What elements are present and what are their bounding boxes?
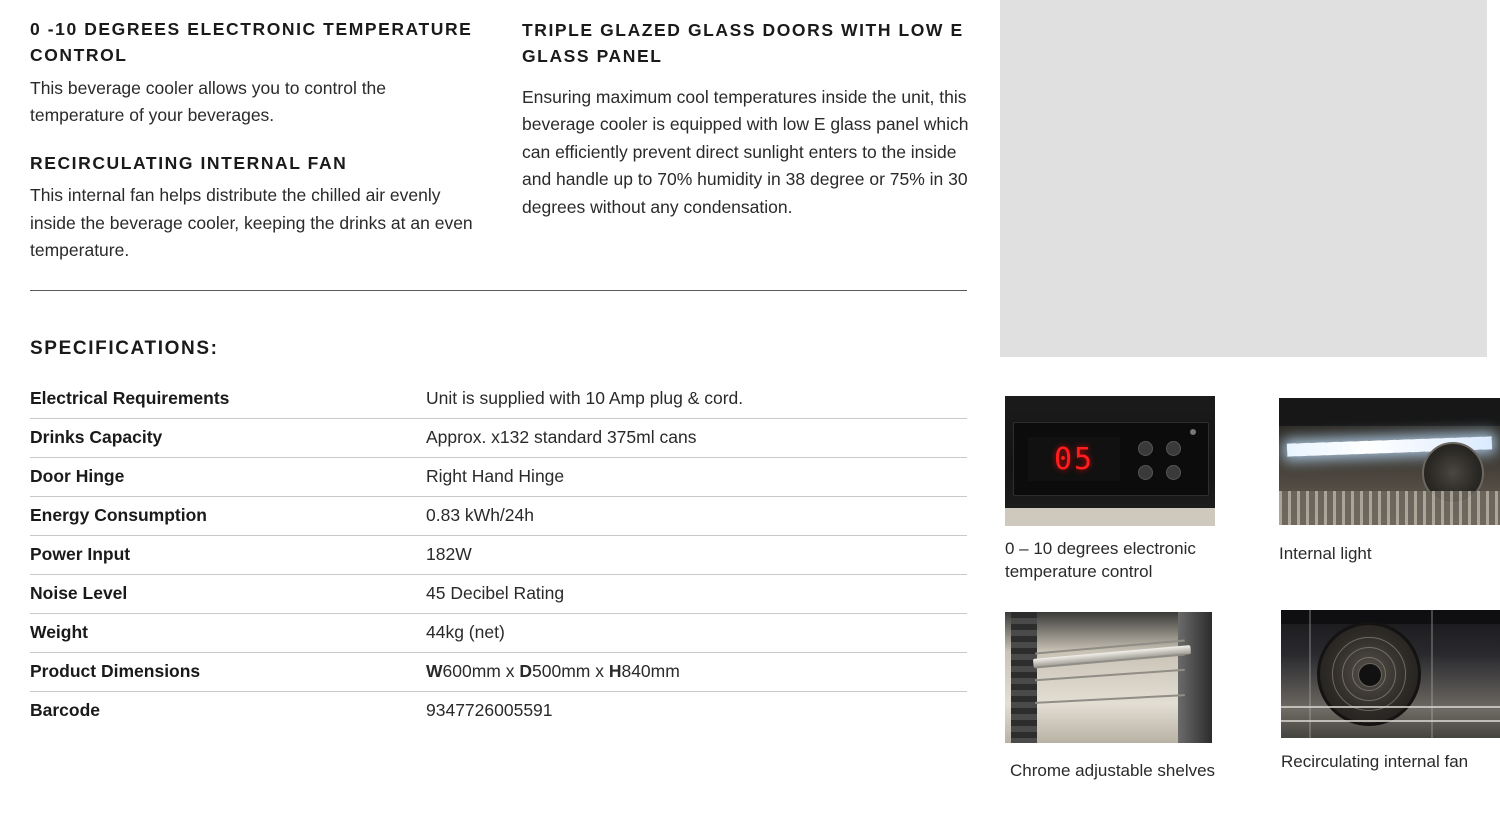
fan-shelf-wire (1281, 720, 1500, 722)
dimension-h-value: 840mm (621, 661, 680, 681)
spec-value-product-dimensions (426, 653, 967, 692)
shelf-wire (1035, 669, 1185, 681)
table-row (30, 536, 967, 575)
thumbnail-internal-fan (1281, 610, 1500, 774)
feature-blocks (30, 16, 970, 285)
spec-label-electrical-requirements: Electrical Requirements (30, 380, 426, 419)
spec-value-energy-consumption: 0.83 kWh/24h (426, 497, 967, 536)
thumbnail-caption-chrome-shelves: Chrome adjustable shelves (1010, 761, 1216, 780)
spec-label-drinks-capacity: Drinks Capacity (30, 419, 426, 458)
table-row (30, 653, 967, 692)
spec-label-energy-consumption: Energy Consumption (30, 497, 426, 536)
controller-display (1028, 437, 1120, 481)
thumbnail-caption-temperature-control: 0 – 10 degrees electronic temperature control (1005, 539, 1196, 581)
spec-value-door-hinge: Right Hand Hinge (426, 458, 967, 497)
thumbnail-chrome-shelves (1005, 612, 1217, 783)
feature-column-left (30, 16, 478, 285)
table-row (30, 614, 967, 653)
temperature-controller-image (1005, 396, 1215, 526)
fan-shelf-wire (1281, 706, 1500, 708)
table-row (30, 575, 967, 614)
light-shelf-grille (1279, 491, 1500, 525)
spec-label-product-dimensions: Product Dimensions (30, 653, 426, 692)
spec-label-weight: Weight (30, 614, 426, 653)
spec-value-weight: 44kg (net) (426, 614, 967, 653)
internal-light-image (1279, 398, 1500, 525)
fan-icon (1317, 622, 1421, 726)
feature-body-glass-doors: Ensuring maximum cool temperatures inside the unit, this beverage cooler is equipped with low E glass panel which can efficiently prevent direct sunlight enters to the inside and handle up to 70% humidity in 38 degree or 75% in 30 degrees without any condensation. (522, 86, 969, 218)
spec-value-noise-level: 45 Decibel Rating (426, 575, 967, 614)
table-row (30, 419, 967, 458)
feature-body-internal-fan: This internal fan helps distribute the chilled air evenly inside the beverage cooler, keeping the drinks at an even temperature. (30, 185, 473, 261)
controller-button-2 (1166, 441, 1181, 456)
chrome-shelves-image (1005, 612, 1212, 743)
spec-value-drinks-capacity: Approx. x132 standard 375ml cans (426, 419, 967, 458)
spec-value-power-input: 182W (426, 536, 967, 575)
dimension-h-letter: H (608, 661, 622, 681)
product-hero-image (1000, 0, 1487, 357)
thumbnail-internal-light (1279, 398, 1500, 566)
light-housing-top (1279, 398, 1500, 426)
dimension-w-letter: W (426, 661, 443, 681)
dimension-d-letter: D (519, 661, 532, 681)
internal-fan-image (1281, 610, 1500, 738)
table-row (30, 458, 967, 497)
section-divider (30, 290, 967, 291)
controller-button-3 (1138, 465, 1153, 480)
thumbnail-caption-internal-light: Internal light (1279, 544, 1372, 563)
table-row (30, 692, 967, 731)
feature-column-right (522, 16, 970, 285)
feature-title-internal-fan: RECIRCULATING INTERNAL FAN (30, 152, 348, 173)
fan-shelf-vertical-wire (1309, 610, 1311, 738)
thumbnail-temperature-control (1005, 396, 1217, 584)
fan-shelf-vertical-wire (1431, 610, 1433, 738)
feature-title-glass-doors: TRIPLE GLAZED GLASS DOORS WITH LOW E GLASS PANEL (522, 20, 964, 67)
fan-housing-top (1281, 610, 1500, 624)
dimension-d-value: 500mm x (532, 661, 609, 681)
controller-display-value: 05 (1053, 441, 1095, 477)
specifications-table (30, 380, 967, 730)
controller-button-4 (1166, 465, 1181, 480)
spec-value-barcode: 9347726005591 (426, 700, 553, 720)
shelf-wire (1035, 694, 1185, 704)
feature-title-temperature-control: 0 -10 DEGREES ELECTRONIC TEMPERATURE CONTROL (30, 19, 473, 66)
spec-label-noise-level: Noise Level (30, 575, 426, 614)
controller-button-1 (1138, 441, 1153, 456)
fan-hub (1358, 663, 1382, 687)
right-image-column (1000, 0, 1500, 822)
spec-label-barcode: Barcode (30, 700, 101, 720)
specifications-heading: SPECIFICATIONS: (30, 338, 219, 359)
dimension-w-value: 600mm x (442, 661, 520, 681)
spec-label-power-input: Power Input (30, 536, 426, 575)
controller-faceplate (1013, 422, 1209, 496)
controller-led-icon (1190, 429, 1196, 435)
feature-thumbnail-grid (1000, 380, 1500, 820)
shelf-right-rail (1178, 612, 1212, 743)
feature-body-temperature-control: This beverage cooler allows you to control the temperature of your beverages. (30, 77, 387, 126)
thumbnail-caption-internal-fan: Recirculating internal fan (1281, 752, 1469, 771)
controller-shelf-edge (1005, 508, 1215, 526)
shelf-left-rail (1011, 612, 1037, 743)
spec-value-electrical-requirements: Unit is supplied with 10 Amp plug & cord. (426, 380, 967, 419)
spec-label-door-hinge: Door Hinge (30, 458, 426, 497)
table-row (30, 380, 967, 419)
table-row (30, 497, 967, 536)
